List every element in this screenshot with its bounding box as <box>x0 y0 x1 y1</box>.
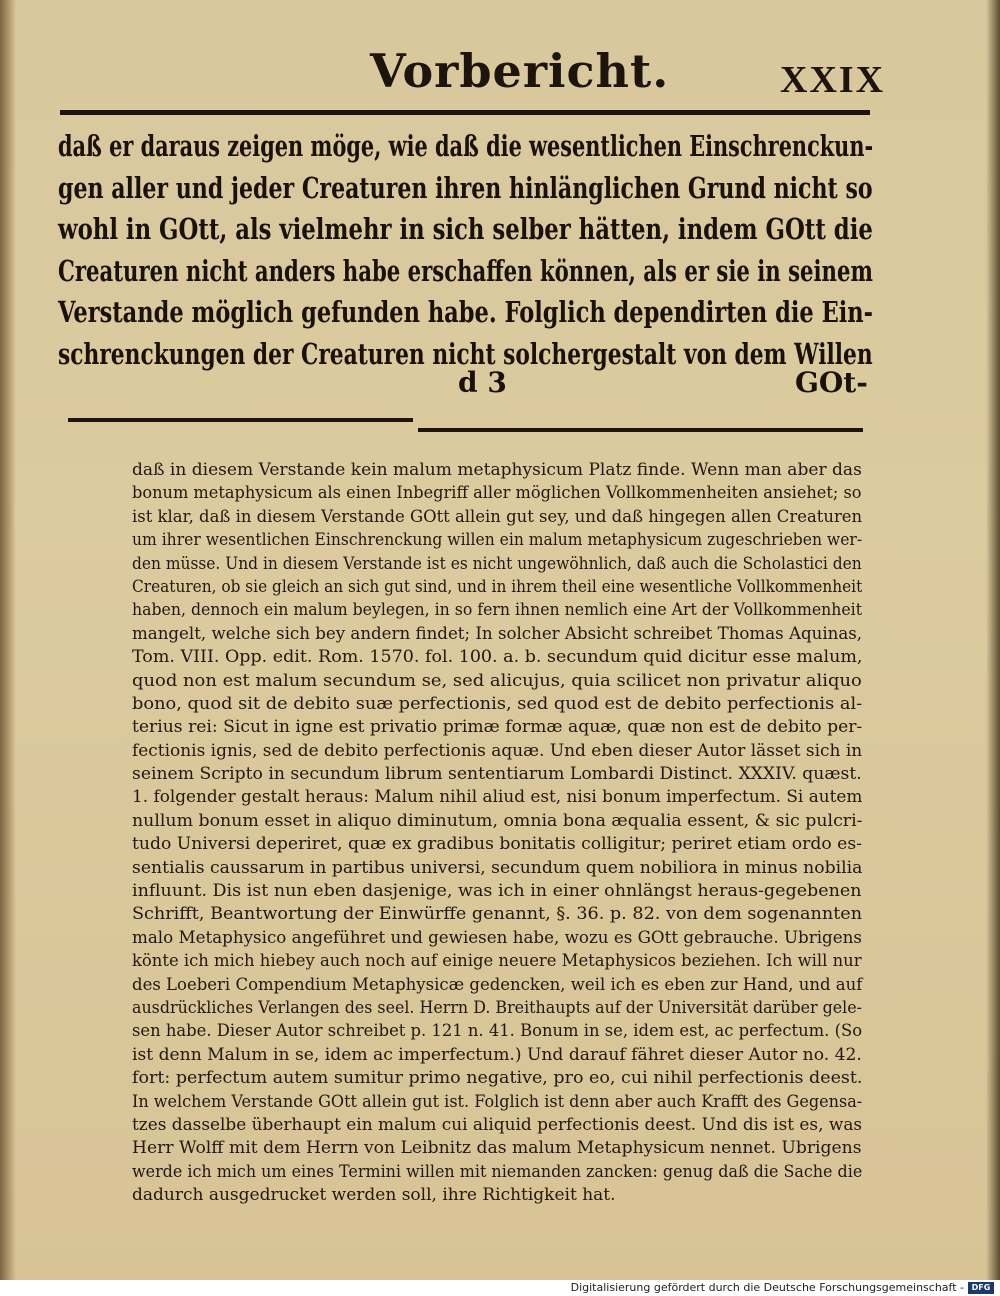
running-header-title: Vorbericht. <box>370 44 670 98</box>
footnote-text-block <box>132 459 862 1208</box>
main-text-block <box>58 126 873 375</box>
main-text-line: gen aller und jeder Creaturen ihren hinlänglichen Grund nicht so <box>58 170 873 205</box>
digitization-credit: Digitalisierung gefördert durch die Deutsche Forschungsgemeinschaft - <box>570 1281 964 1294</box>
footnote-line: ist denn Malum in se, idem ac imperfectum.) Und darauf fähret dieser Autor no. 42. <box>132 1044 862 1065</box>
footnote-line: sentialis caussarum in partibus universi, secundum quem nobiliora in minus nobilia <box>132 857 863 878</box>
footnote-line: haben, dennoch ein malum beylegen, in so fern ihnen nemlich eine Art der Vollkommenheit <box>132 600 863 621</box>
footnote-rule-right <box>418 428 863 432</box>
footnote-line: werde ich mich um eines Termini willen mit niemanden zancken: genug daß die Sache die <box>132 1161 863 1182</box>
footnote-line: fort: perfectum autem sumitur primo negative, pro eo, cui nihil perfectionis deest. <box>132 1068 863 1089</box>
main-text-line: Creaturen nicht anders habe erschaffen können, als er sie in seinem <box>58 253 873 288</box>
footnote-line: daß in diesem Verstande kein malum metaphysicum Platz finde. Wenn man aber das <box>132 460 862 480</box>
footnote-line: tudo Universi deperiret, quæ ex gradibus bonitatis colligitur; periret etiam ordo es- <box>132 834 862 855</box>
footnote-line: terius rei: Sicut in igne est privatio primæ formæ aquæ, quæ non est de debito per- <box>132 717 863 738</box>
footnote-line: bono, quod sit de debito suæ perfectionis, sed quod est de debito perfectionis al- <box>132 693 863 714</box>
signature-mark: d 3 <box>458 366 507 399</box>
page-edge-shadow <box>986 0 1000 1280</box>
footnote-line: fectionis ignis, sed de debito perfectionis aquæ. Und eben dieser Autor lässet sich in <box>132 740 863 761</box>
footnote-line: ist klar, daß in diesem Verstande GOtt allein gut sey, und daß hingegen allen Creaturen <box>132 506 863 527</box>
footnote-line: sen habe. Dieser Autor schreibet p. 121 n. 41. Bonum in se, idem est, ac perfectum. (So <box>132 1021 863 1042</box>
footnote-line: mangelt, welche sich bey andern findet; In solcher Absicht schreibet Thomas Aquinas, <box>132 623 863 644</box>
footnote-line: bonum metaphysicum als einen Inbegriff aller möglichen Vollkommenheiten ansiehet; so <box>132 483 862 504</box>
footnote-line: um ihrer wesentlichen Einschrenckung willen ein malum metaphysicum zugeschrieben wer- <box>132 530 863 551</box>
header-rule <box>60 110 870 115</box>
footnote-line: Herr Wolff mit dem Herrn von Leibnitz das malum Metaphysicum nennet. Ubrigens <box>132 1138 862 1159</box>
main-text-line: schrenckungen der Creaturen nicht solchergestalt von dem Willen <box>58 336 873 371</box>
footnote-line: nullum bonum esset in aliquo diminutum, omnia bona æqualia essent, & sic pulcri- <box>132 810 863 831</box>
page-spine-shadow <box>0 0 16 1280</box>
footnote-line: Tom. VIII. Opp. edit. Rom. 1570. fol. 100. a. b. secundum quid dicitur esse malum, <box>132 647 863 668</box>
footnote-line: Creaturen, ob sie gleich an sich gut sind, und in ihrem theil eine wesentliche Vollkommenheit <box>132 576 863 597</box>
footnote-line: des Loeberi Compendium Metaphysicæ gedencken, weil ich es eben zur Hand, und auf <box>132 974 863 995</box>
page-number: XXIX <box>780 59 886 101</box>
footnote-line: ausdrückliches Verlangen des seel. Herrn D. Breithaupts auf der Universität darüber gele- <box>132 997 863 1018</box>
footnote-line: In welchem Verstande GOtt allein gut ist. Folglich ist denn aber auch Krafft des Gegensa- <box>132 1091 863 1112</box>
footnote-line: Schrifft, Beantwortung der Einwürffe genannt, §. 36. p. 82. von dem sogenannten <box>132 904 863 925</box>
footnote-line: dadurch ausgedrucket werden soll, ihre Richtigkeit hat. <box>132 1185 616 1206</box>
footnote-line: tzes dasselbe überhaupt ein malum cui aliquid perfectionis deest. Und dis ist es, was <box>132 1114 863 1135</box>
catchword: GOt- <box>795 366 868 399</box>
footnote-rule-left <box>68 418 413 422</box>
main-text-line: daß er daraus zeigen möge, wie daß die wesentlichen Einschrenckun- <box>58 129 874 163</box>
main-text-line: wohl in GOtt, als vielmehr in sich selber hätten, indem GOtt die <box>58 212 873 246</box>
footnote-line: den müsse. Und in diesem Verstande ist es nicht ungewöhnlich, daß auch die Scholastici den <box>132 553 862 574</box>
footnote-line: malo Metaphysico angeführet und gewiesen habe, wozu es GOtt gebrauche. Ubrigens <box>132 927 862 948</box>
footnote-line: seinem Scripto in secundum librum sententiarum Lombardi Distinct. XXXIV. quæst. <box>132 764 862 785</box>
footnote-line: influunt. Dis ist nun eben dasjenige, was ich in einer ohnlängst heraus-gegebenen <box>132 881 862 902</box>
main-text-line: Verstande möglich gefunden habe. Folglich dependirten die Ein- <box>58 295 873 329</box>
footnote-line: könte ich mich hiebey auch noch auf einige neuere Metaphysicos beziehen. Ich will nur <box>132 951 862 972</box>
footnote-line: quod non est malum secundum se, sed alicujus, quia scilicet non privatur aliquo <box>132 670 862 691</box>
dfg-logo: DFG <box>968 1282 994 1294</box>
footnote-line: 1. folgender gestalt heraus: Malum nihil aliud est, nisi bonum imperfectum. Si autem <box>132 787 863 808</box>
